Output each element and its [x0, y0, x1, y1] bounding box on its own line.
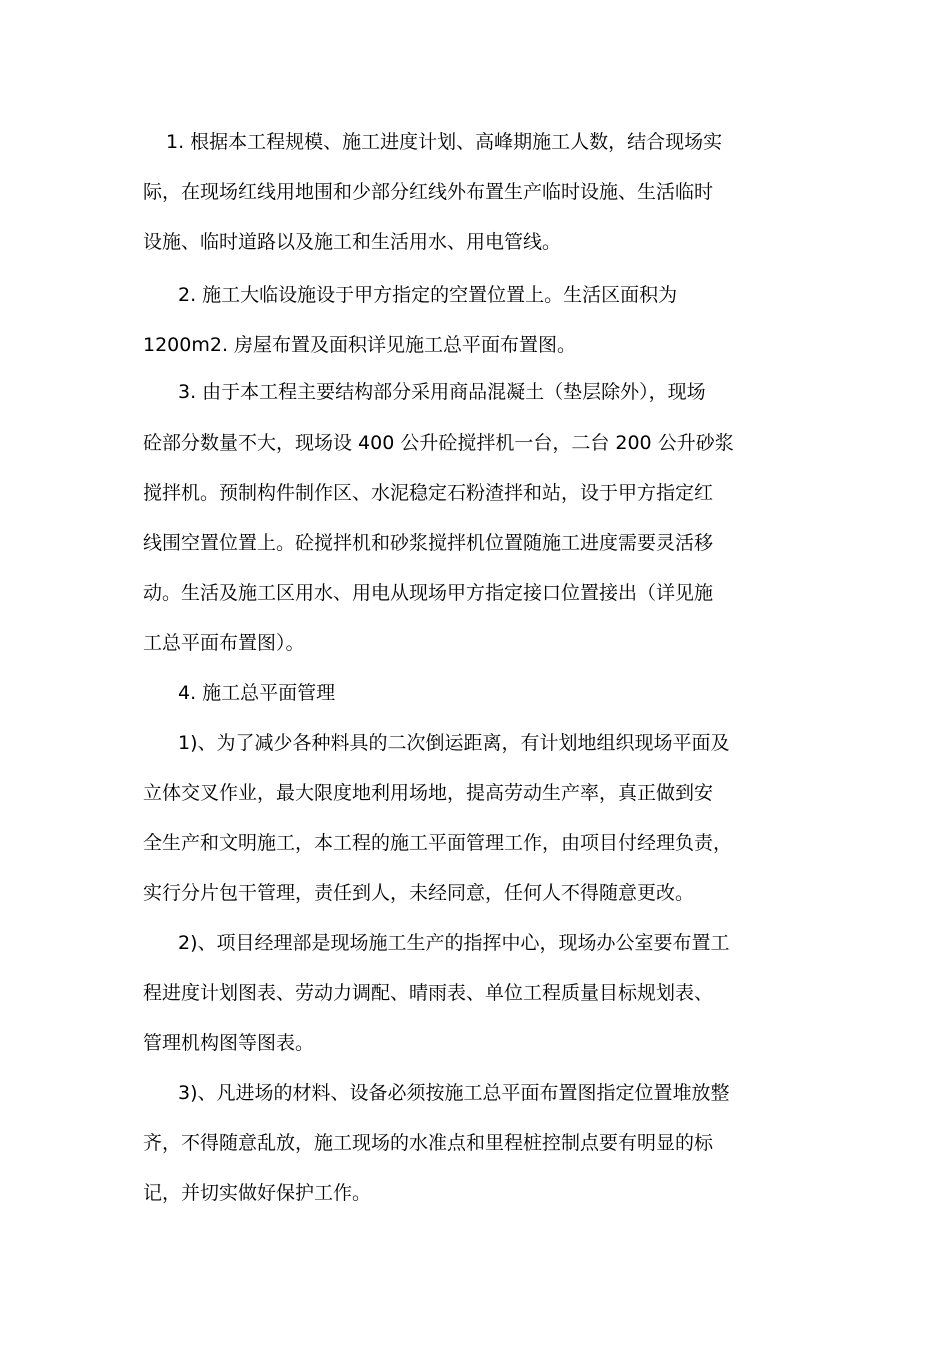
text-line: 2. 施工大临设施设于甲方指定的空置位置上。生活区面积为	[178, 284, 678, 306]
text-line: 2)、项目经理部是现场施工生产的指挥中心，现场办公室要布置工	[178, 932, 730, 954]
text-line: 动。生活及施工区用水、用电从现场甲方指定接口位置接出（详见施	[143, 582, 714, 604]
text-line: 立体交叉作业，最大限度地利用场地，提高劳动生产率，真正做到安	[143, 782, 714, 804]
text-line: 实行分片包干管理，责任到人，未经同意，任何人不得随意更改。	[143, 882, 695, 904]
text-line: 设施、临时道路以及施工和生活用水、用电管线。	[143, 231, 562, 253]
text-line: 砼部分数量不大，现场设 400 公升砼搅拌机一台，二台 200 公升砂浆	[143, 432, 734, 454]
text-line: 1200m2. 房屋布置及面积详见施工总平面布置图。	[143, 334, 577, 356]
text-line: 1)、为了减少各种料具的二次倒运距离，有计划地组织现场平面及	[178, 732, 730, 754]
text-line: 管理机构图等图表。	[143, 1032, 315, 1054]
text-line: 程进度计划图表、劳动力调配、晴雨表、单位工程质量目标规划表、	[143, 982, 714, 1004]
text-line: 际，在现场红线用地围和少部分红线外布置生产临时设施、生活临时	[143, 181, 714, 203]
text-line: 4. 施工总平面管理	[178, 682, 336, 704]
text-line: 线围空置位置上。砼搅拌机和砂浆搅拌机位置随施工进度需要灵活移	[143, 532, 714, 554]
text-line: 1. 根据本工程规模、施工进度计划、高峰期施工人数，结合现场实	[166, 131, 723, 153]
text-line: 记，并切实做好保护工作。	[143, 1182, 372, 1204]
text-line: 3. 由于本工程主要结构部分采用商品混凝土（垫层除外），现场	[178, 381, 706, 403]
text-line: 搅拌机。预制构件制作区、水泥稳定石粉渣拌和站，设于甲方指定红	[143, 482, 714, 504]
text-line: 3)、凡进场的材料、设备必须按施工总平面布置图指定位置堆放整	[178, 1082, 730, 1104]
text-line: 工总平面布置图）。	[143, 632, 305, 654]
text-line: 全生产和文明施工，本工程的施工平面管理工作，由项目付经理负责，	[143, 832, 733, 854]
text-line: 齐，不得随意乱放，施工现场的水准点和里程桩控制点要有明显的标	[143, 1132, 714, 1154]
